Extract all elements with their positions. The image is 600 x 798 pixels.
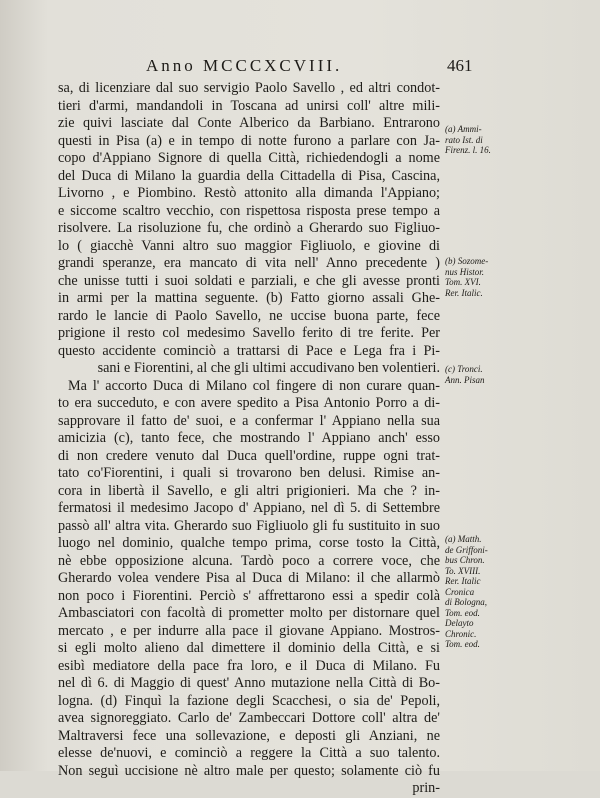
text-line: mercato , e per indurre alla pace il giovane Appiano. Mostros- (58, 622, 440, 639)
margin-note (445, 124, 530, 156)
text-line: Ma l' accorto Duca di Milano col fingere di non curare quan- (68, 377, 440, 394)
text-line: questi in Pisa (a) e in tempo di notte furono a parlare con Ja- (58, 132, 440, 149)
text-line: tato co'Fiorentini, i quali si trovarono ben delusi. Rimise an- (58, 465, 440, 481)
margin-note-line: Firenz. l. 16. (445, 145, 491, 155)
text-line: prin- (412, 780, 440, 796)
text-line: tieri d'armi, mandandoli in Toscana ad unirsi coll' altre mili- (58, 97, 440, 114)
margin-note-line: bus Chron. (445, 555, 485, 565)
text-line: Ambasciatori con facoltà di prometter molto per distornare quel (58, 605, 440, 621)
margin-note-line: To. XVIII. (445, 565, 481, 576)
margin-note-line: rato Ist. di (445, 134, 483, 145)
margin-note-line: (b) Sozome- (445, 256, 489, 266)
text-line: cora in libertà il Savello, e gli altri prigionieri. Ma che ? in- (58, 482, 440, 499)
text-line: logna. (d) Finquì la fazione degli Scacchesi, o sia de' Pepoli, (58, 692, 440, 709)
text-line: sapprovare il fatto de' suoi, e a confermar l' Appiano nella sua (58, 412, 440, 429)
margin-note (445, 256, 530, 298)
text-line: non poco i Fiorentini. Perciò s' affrettarono essi a spedir colà (58, 587, 440, 604)
text-line: in armi per la mattina seguente. (b) Fatto giorno assali Ghe- (58, 290, 440, 306)
margin-note-line: Tom. XVI. (445, 277, 481, 287)
margin-note-line: Tom. eod. (445, 639, 480, 649)
text-line: Maltraversi fece una sollevazione, e deposti gli Anziani, ne (58, 727, 440, 744)
text-line: fermatosi il medesimo Jacopo d' Appiano, nel dì 5. di Settembre (58, 500, 440, 516)
text-line: elesse de'nuovi, e cominciò a reggere la Città a suo talento. (58, 745, 440, 761)
margin-note-line: Tom. eod. (445, 607, 480, 618)
text-line: risolvere. La risoluzione fu, che ordinò a Gherardo suo Figliuo- (58, 220, 440, 236)
text-line: Gherardo volea vendere Pisa al Duca di Milano: il che allarmò (58, 570, 440, 586)
margin-note-line: Rer. Italic (445, 576, 481, 586)
running-head: Anno MCCCXCVIII. (146, 56, 343, 75)
margin-note-line: Cronica (445, 586, 475, 597)
text-line: questo accidente cominciò a trattarsi di Pace e Lega fra i Pi- (58, 342, 440, 359)
text-line: si egli molto alieno dal dimettere il dominio della Città, e si (58, 640, 440, 656)
text-line: copo d'Appiano Signore di quella Città, richiedendogli a nome (58, 150, 440, 166)
text-line: che unisse tutti i suoi soldati e parziali, e che gli avesse pronti (58, 272, 440, 289)
margin-note (445, 364, 530, 385)
text-line: avea signoreggiato. Carlo de' Zambeccari Dottore coll' altra de' (58, 710, 440, 726)
margin-note-line: (c) Tronci. (445, 364, 483, 374)
margin-note-line: di Bologna, (445, 597, 487, 607)
text-line: lo ( giacchè Vanni altro suo maggior Figliuolo, e giovine di (58, 237, 440, 254)
text-line: grandi speranze, era mancato di vita nell' Anno precedente ) (58, 255, 440, 271)
margin-note-line: de Griffoni- (445, 544, 488, 555)
margin-note-line: Rer. Italic. (445, 287, 483, 298)
text-line: zie quivi lasciate dal Conte Alberico da Barbiano. Entrarono (58, 115, 440, 131)
text-line: e siccome scaltro vecchio, con rispettosa risposta prese tempo a (58, 202, 440, 219)
text-line: sani e Fiorentini, al che gli ultimi accudivano ben volentieri. (97, 360, 440, 376)
text-line: to era succeduto, e con avere spedito a Pisa Antonio Porro a di- (58, 395, 440, 411)
margin-note-line: (a) Matth. (445, 534, 482, 544)
margin-note-line: (a) Ammi- (445, 124, 482, 134)
text-line: di non credere venuto dal Duca quell'ordine, ruppe ogni trat- (58, 447, 440, 464)
page-number: 461 (447, 56, 473, 75)
margin-note (445, 534, 530, 650)
text-line: passò all' altra vita. Gherardo suo Figliuolo gli fu sustituito in suo (58, 517, 440, 534)
text-line: sa, di licenziare dal suo servigio Paolo Savello , ed altri condot- (58, 80, 440, 96)
margin-note-line: nus Histor. (445, 266, 485, 277)
text-line: del Duca di Milano la guardia della Cittadella di Pisa, Cascina, (58, 167, 440, 184)
body-text (58, 80, 440, 798)
text-line: Livorno , e Piombino. Restò attonito alla dimanda l'Appiano; (58, 185, 440, 201)
margin-note-line: Delayto (445, 618, 474, 628)
margin-note-line: Chronic. (445, 628, 477, 639)
text-line: nel dì 6. di Maggio di quest' Anno mutazione nella Città di Bo- (58, 675, 440, 691)
text-line: Non seguì uccisione nè altro male per questo; solamente ciò fu (58, 762, 440, 779)
text-line: prigione il resto col medesimo Savello ferito di tre ferite. Per (58, 325, 440, 341)
text-line: rardo le lancie di Paolo Savello, ne uccise buona parte, fece (58, 307, 440, 324)
text-line: amicizia (c), tanto fece, che mostrando l' Appiano anch' esso (58, 430, 440, 446)
margin-note-line: Ann. Pisan (445, 374, 485, 385)
text-line: esibì mediatore della pace fra loro, e il Duca di Milano. Fu (58, 657, 440, 674)
text-line: luogo nel dominio, qualche tempo prima, corse tosto la Città, (58, 535, 440, 551)
text-line: nè ebbe opposizione alcuna. Tardò poco a correre voce, che (58, 552, 440, 569)
